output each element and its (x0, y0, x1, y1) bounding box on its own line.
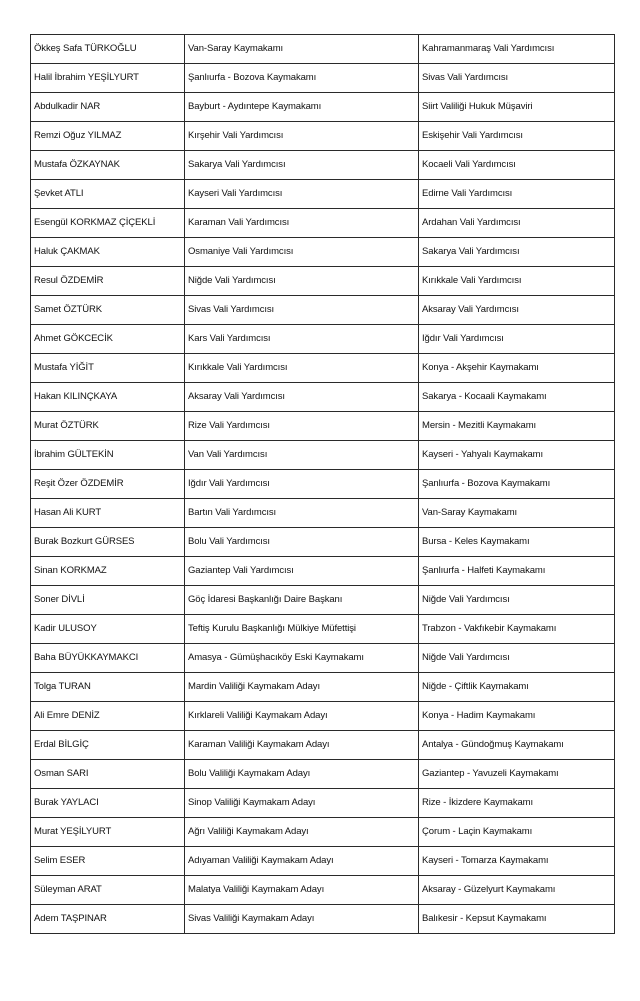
new-post-cell: Kayseri - Yahyalı Kaymakamı (419, 441, 615, 470)
current-post-cell: Göç İdaresi Başkanlığı Daire Başkanı (185, 586, 419, 615)
table-row (31, 151, 615, 180)
table-row (31, 673, 615, 702)
new-post-cell: Aksaray - Güzelyurt Kaymakamı (419, 876, 615, 905)
table-row (31, 470, 615, 499)
person-name-cell: Erdal BİLGİÇ (31, 731, 185, 760)
current-post-cell: Rize Vali Yardımcısı (185, 412, 419, 441)
table-row (31, 180, 615, 209)
table-row (31, 615, 615, 644)
person-name-cell: Halil İbrahim YEŞİLYURT (31, 64, 185, 93)
person-name-cell: Murat ÖZTÜRK (31, 412, 185, 441)
current-post-cell: Osmaniye Vali Yardımcısı (185, 238, 419, 267)
table-row (31, 905, 615, 934)
new-post-cell: Kayseri - Tomarza Kaymakamı (419, 847, 615, 876)
current-post-cell: Teftiş Kurulu Başkanlığı Mülkiye Müfettişi (185, 615, 419, 644)
current-post-cell: Ağrı Valiliği Kaymakam Adayı (185, 818, 419, 847)
appointments-table (30, 34, 615, 934)
new-post-cell: Şanlıurfa - Halfeti Kaymakamı (419, 557, 615, 586)
new-post-cell: Siirt Valiliği Hukuk Müşaviri (419, 93, 615, 122)
table-row (31, 557, 615, 586)
new-post-cell: Rize - İkizdere Kaymakamı (419, 789, 615, 818)
current-post-cell: Sinop Valiliği Kaymakam Adayı (185, 789, 419, 818)
person-name-cell: Hasan Ali KURT (31, 499, 185, 528)
table-row (31, 209, 615, 238)
person-name-cell: İbrahim GÜLTEKİN (31, 441, 185, 470)
current-post-cell: Sivas Vali Yardımcısı (185, 296, 419, 325)
current-post-cell: Kırklareli Valiliği Kaymakam Adayı (185, 702, 419, 731)
new-post-cell: Çorum - Laçin Kaymakamı (419, 818, 615, 847)
person-name-cell: Süleyman ARAT (31, 876, 185, 905)
person-name-cell: Mustafa YİĞİT (31, 354, 185, 383)
person-name-cell: Kadir ULUSOY (31, 615, 185, 644)
current-post-cell: Sakarya Vali Yardımcısı (185, 151, 419, 180)
person-name-cell: Resul ÖZDEMİR (31, 267, 185, 296)
current-post-cell: Karaman Vali Yardımcısı (185, 209, 419, 238)
table-row (31, 499, 615, 528)
person-name-cell: Sinan KORKMAZ (31, 557, 185, 586)
new-post-cell: Bursa - Keles Kaymakamı (419, 528, 615, 557)
table-row (31, 383, 615, 412)
new-post-cell: Sakarya - Kocaali Kaymakamı (419, 383, 615, 412)
person-name-cell: Remzi Oğuz YILMAZ (31, 122, 185, 151)
current-post-cell: Bolu Valiliği Kaymakam Adayı (185, 760, 419, 789)
current-post-cell: Adıyaman Valiliği Kaymakam Adayı (185, 847, 419, 876)
new-post-cell: Van-Saray Kaymakamı (419, 499, 615, 528)
person-name-cell: Hakan KILINÇKAYA (31, 383, 185, 412)
current-post-cell: Van-Saray Kaymakamı (185, 35, 419, 64)
current-post-cell: Karaman Valiliği Kaymakam Adayı (185, 731, 419, 760)
person-name-cell: Ali Emre DENİZ (31, 702, 185, 731)
new-post-cell: Konya - Akşehir Kaymakamı (419, 354, 615, 383)
new-post-cell: Antalya - Gündoğmuş Kaymakamı (419, 731, 615, 760)
new-post-cell: Şanlıurfa - Bozova Kaymakamı (419, 470, 615, 499)
table-row (31, 412, 615, 441)
person-name-cell: Burak Bozkurt GÜRSES (31, 528, 185, 557)
person-name-cell: Baha BÜYÜKKAYMAKCI (31, 644, 185, 673)
new-post-cell: Gaziantep - Yavuzeli Kaymakamı (419, 760, 615, 789)
current-post-cell: Niğde Vali Yardımcısı (185, 267, 419, 296)
table-row (31, 441, 615, 470)
table-row (31, 325, 615, 354)
new-post-cell: Niğde Vali Yardımcısı (419, 586, 615, 615)
current-post-cell: Kayseri Vali Yardımcısı (185, 180, 419, 209)
table-row (31, 93, 615, 122)
new-post-cell: Aksaray Vali Yardımcısı (419, 296, 615, 325)
current-post-cell: Bayburt - Aydıntepe Kaymakamı (185, 93, 419, 122)
current-post-cell: Bolu Vali Yardımcısı (185, 528, 419, 557)
table-row (31, 702, 615, 731)
table-row (31, 122, 615, 151)
current-post-cell: Mardin Valiliği Kaymakam Adayı (185, 673, 419, 702)
table-row (31, 644, 615, 673)
new-post-cell: Konya - Hadim Kaymakamı (419, 702, 615, 731)
person-name-cell: Abdulkadir NAR (31, 93, 185, 122)
new-post-cell: Niğde - Çiftlik Kaymakamı (419, 673, 615, 702)
person-name-cell: Osman SARI (31, 760, 185, 789)
table-row (31, 818, 615, 847)
person-name-cell: Adem TAŞPINAR (31, 905, 185, 934)
person-name-cell: Soner DİVLİ (31, 586, 185, 615)
table-row (31, 528, 615, 557)
new-post-cell: Iğdır Vali Yardımcısı (419, 325, 615, 354)
new-post-cell: Sakarya Vali Yardımcısı (419, 238, 615, 267)
new-post-cell: Niğde Vali Yardımcısı (419, 644, 615, 673)
current-post-cell: Iğdır Vali Yardımcısı (185, 470, 419, 499)
current-post-cell: Aksaray Vali Yardımcısı (185, 383, 419, 412)
person-name-cell: Ökkeş Safa TÜRKOĞLU (31, 35, 185, 64)
current-post-cell: Kırıkkale Vali Yardımcısı (185, 354, 419, 383)
table-row (31, 267, 615, 296)
person-name-cell: Tolga TURAN (31, 673, 185, 702)
current-post-cell: Kırşehir Vali Yardımcısı (185, 122, 419, 151)
current-post-cell: Kars Vali Yardımcısı (185, 325, 419, 354)
new-post-cell: Kahramanmaraş Vali Yardımcısı (419, 35, 615, 64)
table-row (31, 731, 615, 760)
new-post-cell: Kocaeli Vali Yardımcısı (419, 151, 615, 180)
new-post-cell: Trabzon - Vakfıkebir Kaymakamı (419, 615, 615, 644)
current-post-cell: Sivas Valiliği Kaymakam Adayı (185, 905, 419, 934)
table-row (31, 64, 615, 93)
person-name-cell: Şevket ATLI (31, 180, 185, 209)
current-post-cell: Amasya - Gümüşhacıköy Eski Kaymakamı (185, 644, 419, 673)
new-post-cell: Ardahan Vali Yardımcısı (419, 209, 615, 238)
table-row (31, 760, 615, 789)
table-row (31, 789, 615, 818)
new-post-cell: Eskişehir Vali Yardımcısı (419, 122, 615, 151)
person-name-cell: Selim ESER (31, 847, 185, 876)
new-post-cell: Sivas Vali Yardımcısı (419, 64, 615, 93)
new-post-cell: Edirne Vali Yardımcısı (419, 180, 615, 209)
table-row (31, 35, 615, 64)
person-name-cell: Ahmet GÖKCECİK (31, 325, 185, 354)
table-row (31, 354, 615, 383)
table-row (31, 847, 615, 876)
table-row (31, 876, 615, 905)
table-row (31, 586, 615, 615)
person-name-cell: Mustafa ÖZKAYNAK (31, 151, 185, 180)
person-name-cell: Murat YEŞİLYURT (31, 818, 185, 847)
new-post-cell: Balıkesir - Kepsut Kaymakamı (419, 905, 615, 934)
current-post-cell: Bartın Vali Yardımcısı (185, 499, 419, 528)
person-name-cell: Samet ÖZTÜRK (31, 296, 185, 325)
new-post-cell: Mersin - Mezitli Kaymakamı (419, 412, 615, 441)
person-name-cell: Haluk ÇAKMAK (31, 238, 185, 267)
current-post-cell: Gaziantep Vali Yardımcısı (185, 557, 419, 586)
table-row (31, 238, 615, 267)
person-name-cell: Reşit Özer ÖZDEMİR (31, 470, 185, 499)
person-name-cell: Burak YAYLACI (31, 789, 185, 818)
current-post-cell: Şanlıurfa - Bozova Kaymakamı (185, 64, 419, 93)
current-post-cell: Malatya Valiliği Kaymakam Adayı (185, 876, 419, 905)
table-body (31, 35, 615, 934)
table-row (31, 296, 615, 325)
current-post-cell: Van Vali Yardımcısı (185, 441, 419, 470)
new-post-cell: Kırıkkale Vali Yardımcısı (419, 267, 615, 296)
person-name-cell: Esengül KORKMAZ ÇİÇEKLİ (31, 209, 185, 238)
